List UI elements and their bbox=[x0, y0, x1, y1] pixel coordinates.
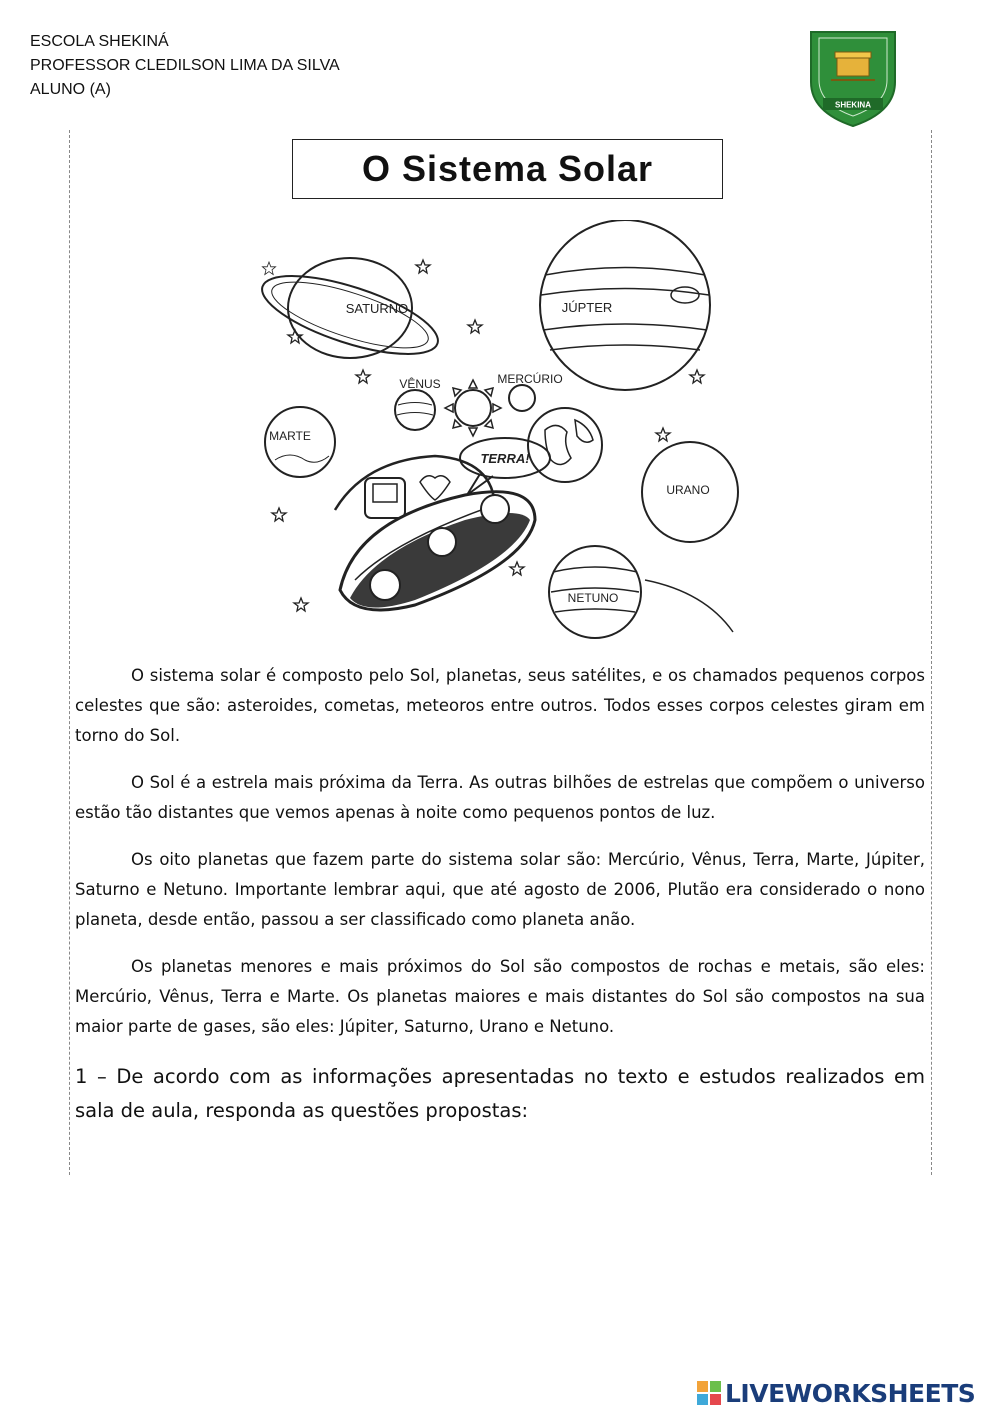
earth-bubble-label: TERRA! bbox=[480, 451, 530, 466]
spaceship-window bbox=[428, 528, 456, 556]
school-name: ESCOLA SHEKINÁ bbox=[30, 33, 169, 50]
teacher-name: PROFESSOR CLEDILSON LIMA DA SILVA bbox=[30, 57, 340, 74]
frame-right bbox=[931, 130, 932, 1175]
liveworksheets-brand: LIVEWORKSHEETS bbox=[725, 1378, 976, 1408]
paragraph-4: Os planetas menores e mais próximos do Sol são compostos de rochas e metais, são eles: Mercúrio, Vênus, Terra e Marte. Os planetas maiores e mais distantes do Sol são compostos na sua maior parte de gases, são eles: Júpiter, Saturno, Urano e Netuno. bbox=[75, 957, 925, 1036]
venus-drawing bbox=[395, 390, 435, 430]
spaceship-window bbox=[370, 570, 400, 600]
mercury-drawing bbox=[509, 385, 535, 411]
liveworksheets-icon bbox=[697, 1381, 721, 1405]
student-label: ALUNO (A) bbox=[30, 81, 111, 98]
paragraph-3: Os oito planetas que fazem parte do sistema solar são: Mercúrio, Vênus, Terra, Marte, Júpiter, Saturno e Netuno. Importante lembrar aqui, que até agosto de 2006, Plutão era considerado o nono planeta, desde então, passou a ser classificado como planeta anão. bbox=[75, 850, 925, 929]
sun-drawing bbox=[445, 380, 501, 436]
venus-label: VÊNUS bbox=[399, 377, 441, 391]
frame-left bbox=[69, 130, 70, 1175]
neptune-label: NETUNO bbox=[567, 591, 619, 605]
question-1: 1 – De acordo com as informações apresentadas no texto e estudos realizados em sala de aula, responda as questões propostas: bbox=[75, 1065, 925, 1122]
jupiter-label: JÚPTER bbox=[561, 300, 613, 315]
school-header bbox=[30, 30, 340, 102]
solar-system-illustration bbox=[245, 220, 765, 640]
saturn-label: SATURNO bbox=[345, 301, 409, 316]
mercury-label: MERCÚRIO bbox=[497, 372, 563, 386]
logo-banner: SHEKINA bbox=[834, 100, 872, 110]
paragraph-2: O Sol é a estrela mais próxima da Terra. As outras bilhões de estrelas que compõem o universo estão tão distantes que vemos apenas à noite como pequenos pontos de luz. bbox=[75, 773, 925, 822]
school-logo bbox=[805, 28, 901, 128]
liveworksheets-logo bbox=[697, 1375, 975, 1411]
uranus-label: URANO bbox=[666, 483, 710, 497]
mars-label: MARTE bbox=[269, 429, 311, 443]
page-title: O Sistema Solar bbox=[292, 139, 723, 199]
spaceship-window bbox=[481, 495, 509, 523]
paragraph-1: O sistema solar é composto pelo Sol, planetas, seus satélites, e os chamados pequenos corpos celestes que são: asteroides, cometas, meteoros entre outros. Todos esses corpos celestes giram em torno do Sol. bbox=[75, 666, 925, 745]
